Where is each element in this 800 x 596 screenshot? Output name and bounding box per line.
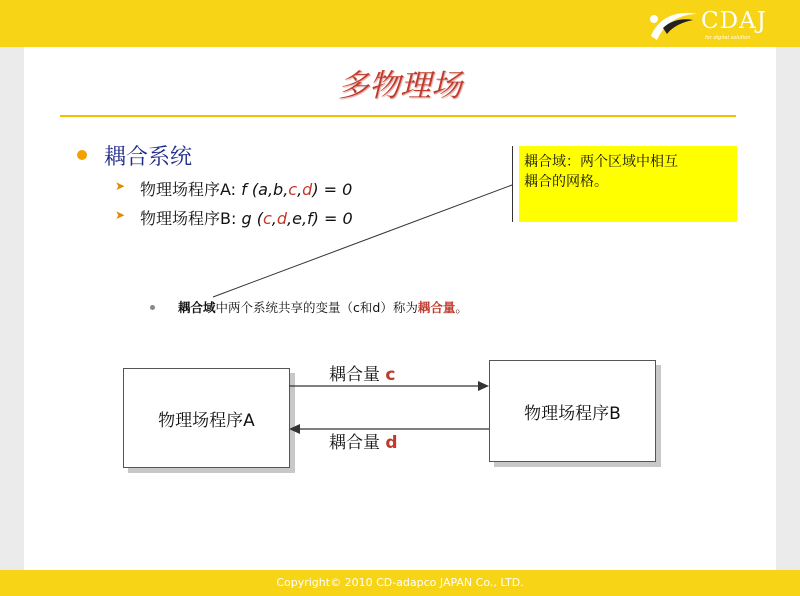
arrowhead-right-icon <box>478 381 489 391</box>
note-end: 。 <box>455 300 468 315</box>
callout-line: 耦合域：两个区域中相互 <box>524 154 678 170</box>
coupling-var-c: c <box>385 365 396 385</box>
coupling-label-text: 耦合量 <box>329 365 380 385</box>
arrowhead-left-icon <box>289 424 300 434</box>
section-heading: 耦合系统 <box>104 145 193 170</box>
equation-arg: b <box>273 180 284 199</box>
program-b-label: 物理场程序B <box>524 403 621 424</box>
coupling-var-d: d <box>385 433 398 453</box>
equation-arg-coupled: d <box>302 180 313 199</box>
equation-arg: a <box>258 180 268 199</box>
callout-leader-line <box>213 185 512 297</box>
equation-func: g <box>241 209 252 228</box>
equation-item: ➤ 物理场程序A: f (a,b,c,d) = 0 <box>115 179 353 199</box>
copyright-text: Copyright© 2010 CD-adapco JAPAN Co., LTD. <box>276 576 524 589</box>
callout-line: 耦合的网格。 <box>524 174 608 190</box>
equation-rhs: = 0 <box>318 180 353 199</box>
slide-title: 多物理场 <box>338 68 462 104</box>
note-middle: 中两个系统共享的变量（c和d）称为 <box>215 300 418 315</box>
note-term-highlight: 耦合量 <box>417 300 456 315</box>
chevron-right-icon: ➤ <box>115 208 126 222</box>
equation-arg: e <box>292 209 302 228</box>
program-a-label: 物理场程序A <box>158 410 255 431</box>
equation-prefix: 物理场程序A: <box>140 180 242 199</box>
coupling-label-text: 耦合量 <box>329 433 380 453</box>
chevron-right-icon: ➤ <box>115 179 126 193</box>
equation-rhs: = 0 <box>318 209 353 228</box>
equation-item: ➤ 物理场程序B: g (c,d,e,f) = 0 <box>115 208 353 228</box>
logo-tagline: for digital solution <box>705 35 751 41</box>
equation-arg-coupled: c <box>288 180 298 199</box>
equation-arg: f <box>307 209 313 228</box>
equation-prefix: 物理场程序B: <box>140 209 242 228</box>
equation-arg-coupled: d <box>276 209 287 228</box>
equation-arg-coupled: c <box>262 209 272 228</box>
note-term: 耦合域 <box>178 300 216 315</box>
equation-func: f <box>241 180 247 199</box>
logo-brand-text: CDAJ <box>701 8 767 34</box>
